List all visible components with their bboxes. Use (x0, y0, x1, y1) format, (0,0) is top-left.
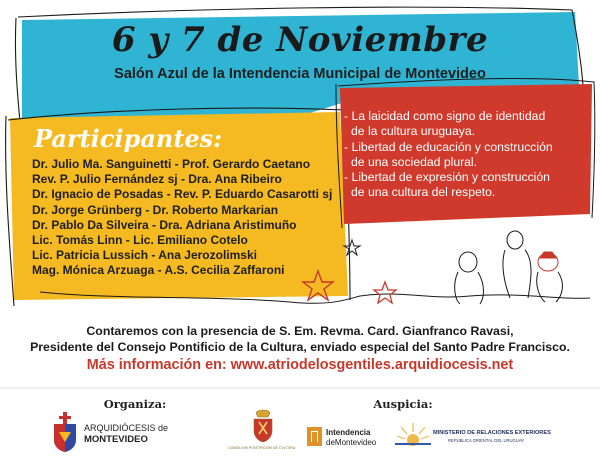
presence-line-2: Presidente del Consejo Pontificio de la Cultura, enviado especial del Santo Padre Francisco. (30, 340, 570, 354)
topic-line: de una cultura del respeto. (351, 185, 496, 200)
participant-item: Lic. Tomás Linn - Lic. Emiliano Cotelo (32, 232, 248, 247)
topic-line: de una sociedad plural. (351, 154, 478, 169)
event-venue: Salón Azul de la Intendencia Municipal de Montevideo (114, 66, 486, 82)
more-info-link[interactable]: Más información en: www.atriodelosgentiles.arquidiocesis.net (86, 357, 514, 373)
topic-line: - Libertad de expresión y construcción (344, 170, 550, 185)
intendencia-name-line2: deMontevideo (326, 438, 377, 447)
presence-announcement (0, 323, 600, 355)
star-icon (344, 240, 360, 255)
uruguay-sun-icon (395, 420, 431, 446)
pontifical-council-emblem-icon (250, 407, 276, 443)
participants-title: Participantes: (34, 124, 223, 153)
participant-item: Rev. P. Julio Fernández sj - Dra. Ana Ribeiro (32, 172, 282, 187)
participant-item: Mag. Mónica Arzuaga - A.S. Cecilia Zaffaroni (32, 263, 285, 278)
arquidiocesis-name-line2: MONTEVIDEO (84, 434, 148, 445)
auspicia-label: Auspicia: (373, 397, 433, 411)
intendencia-logo-mark (311, 431, 318, 442)
ministerio-name-line2: REPÚBLICA ORIENTAL DEL URUGUAY (448, 438, 525, 443)
star-icon (374, 282, 396, 303)
topics-list (344, 109, 553, 201)
topic-line: - La laicidad como signo de identidad (344, 109, 546, 123)
intendencia-name-line1: Intendencia (326, 428, 371, 437)
participant-item: Dr. Ignacio de Posadas - Rev. P. Eduardo Casarotti sj (32, 187, 333, 202)
people-line-drawing (455, 231, 563, 304)
topic-line: de la cultura uruguaya. (351, 124, 475, 139)
event-date: 6 y 7 de Noviembre (111, 20, 489, 60)
participants-list (32, 157, 332, 279)
topic-line: - Libertad de educación y construcción (344, 139, 553, 154)
ministerio-name-line1: MINISTERIO DE RELACIONES EXTERIORES (433, 430, 551, 436)
participant-item: Lic. Patricia Lussich - Ana Jerozolimski (32, 248, 257, 263)
organiza-label: Organiza: (103, 397, 167, 411)
presence-line-1: Contaremos con la presencia de S. Em. Revma. Card. Gianfranco Ravasi, (86, 324, 514, 338)
participant-item: Dr. Pablo Da Silveira - Dra. Adriana Aristimuño (32, 217, 297, 232)
participant-item: Dr. Julio Ma. Sanguinetti - Prof. Gerardo Caetano (32, 157, 311, 171)
arquidiocesis-crest-icon (50, 410, 80, 452)
participant-item: Dr. Jorge Grünberg - Dr. Roberto Markarian (32, 202, 279, 217)
pontifical-council-caption: CONSILIVM PONTIFICIVM DE CVLTVRA (228, 446, 296, 450)
arquidiocesis-name-line1: ARQUIDIÓCESIS de (84, 423, 169, 433)
